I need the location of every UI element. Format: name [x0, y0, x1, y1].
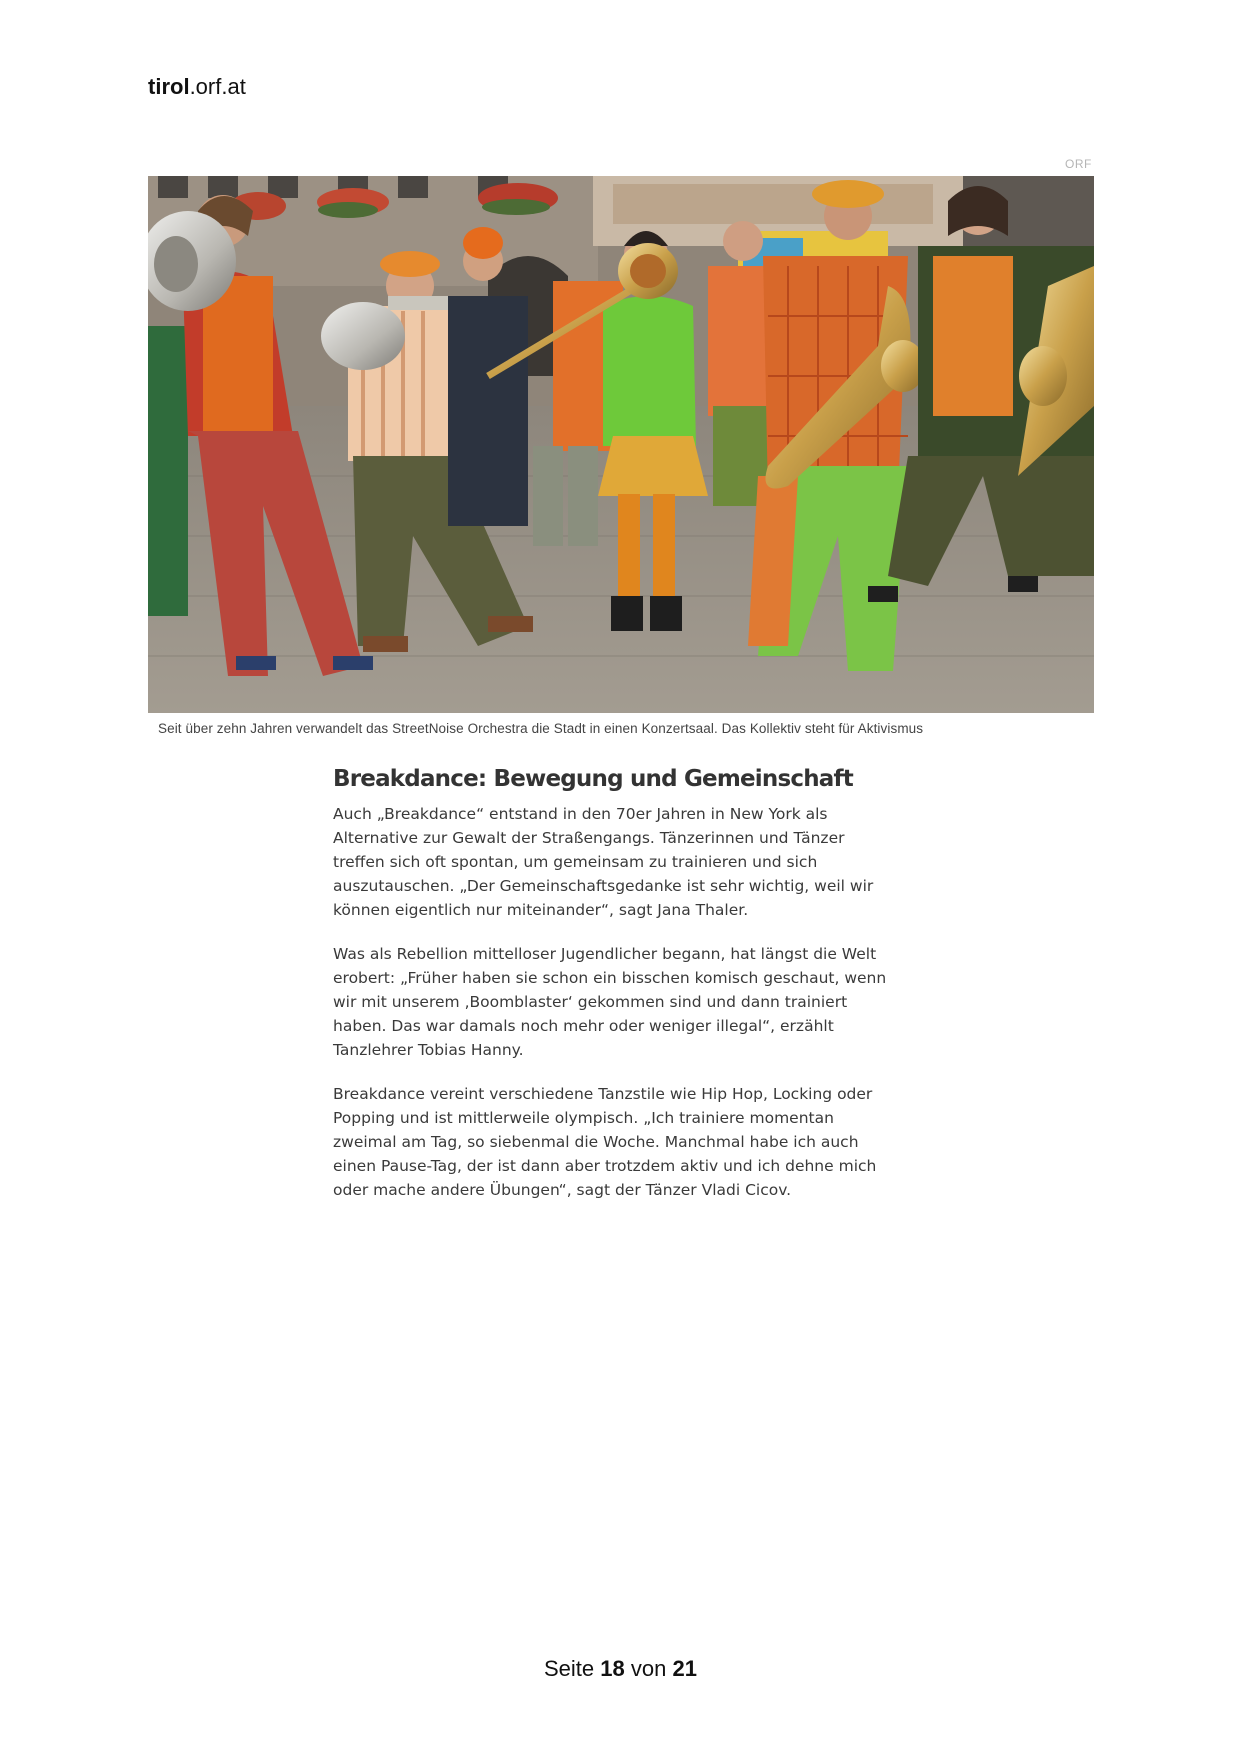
paragraph: Was als Rebellion mittelloser Jugendlicher begann, hat längst die Welt erobert: „Früher haben sie schon ein bisschen komisch geschaut, wenn wir mit unserem ‚Boomblaster‘ gekommen sind und dann trainiert haben. Das war damals noch mehr oder weniger illegal“, erzählt Tanzlehrer Tobias Hanny.	[333, 945, 887, 1059]
paragraph: Breakdance vereint verschiedene Tanzstile wie Hip Hop, Locking oder Popping und ist mittlerweile olympisch. „Ich trainiere momentan zweimal am Tag, so siebenmal die Woche. Manchmal habe ich auch einen Pause-Tag, der ist dann aber trotzdem aktiv und ich dehne mich oder mache andere Übungen“, sagt der Tänzer Vladi Cicov.	[333, 1085, 877, 1199]
site-name	[148, 74, 246, 100]
site-name-domain: .orf.at	[189, 74, 246, 99]
article-photo	[148, 176, 1094, 713]
site-name-bold: tirol	[148, 74, 190, 99]
page-number	[0, 1656, 1241, 1682]
total-pages: 21	[672, 1656, 697, 1681]
article-body	[333, 766, 933, 1222]
image-caption: Seit über zehn Jahren verwandelt das StreetNoise Orchestra die Stadt in einen Konzertsaal. Das Kollektiv steht für Aktivismus	[158, 721, 924, 736]
current-page: 18	[600, 1656, 625, 1681]
page-prefix: Seite	[544, 1656, 595, 1681]
paragraph: Auch „Breakdance“ entstand in den 70er Jahren in New York als Alternative zur Gewalt der Straßengangs. Tänzerinnen und Tänzer treffen sich oft spontan, um gemeinsam zu trainieren und sich auszutauschen. „Der Gemeinschaftsgedanke ist sehr wichtig, weil wir können eigentlich nur miteinander“, sagt Jana Thaler.	[333, 805, 874, 919]
page-separator: von	[630, 1656, 667, 1681]
section-heading: Breakdance: Bewegung und Gemeinschaft	[333, 766, 853, 792]
image-credit: ORF	[1065, 157, 1092, 171]
